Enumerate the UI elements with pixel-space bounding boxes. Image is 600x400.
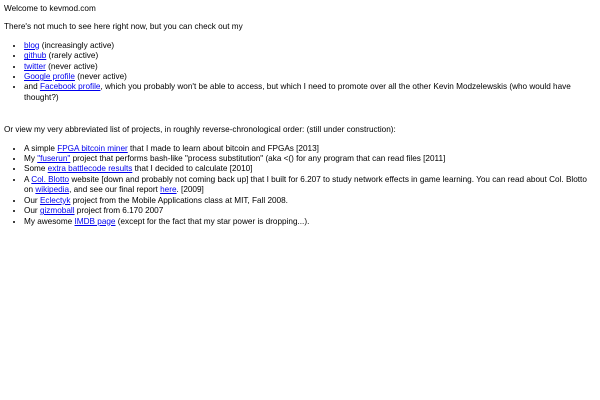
- project-item-col-blotto: [24, 175, 596, 196]
- project-description: website [down and probably not coming back up] that I built for 6.207 to study network effects in game learning. You can read about Col. Blotto on: [24, 174, 587, 195]
- project-description: that I made to learn about bitcoin and FPGAs [2013]: [127, 143, 319, 153]
- project-prefix: A simple: [24, 143, 58, 153]
- project-year: . [2009]: [176, 185, 204, 195]
- twitter-note: (never active): [45, 61, 98, 71]
- gizmoball-link[interactable]: gizmoball: [39, 206, 75, 216]
- project-item-eclectyk: [24, 196, 596, 206]
- final-report-link[interactable]: here: [160, 185, 177, 195]
- social-links-list: [4, 41, 596, 103]
- blog-link[interactable]: blog: [24, 40, 40, 50]
- github-note: (rarely active): [46, 51, 99, 61]
- welcome-heading: Welcome to kevmod.com: [4, 4, 96, 13]
- project-description-continued: , and see our final report: [69, 185, 161, 195]
- project-prefix: My awesome: [24, 216, 75, 226]
- eclectyk-link[interactable]: Eclectyk: [39, 195, 71, 205]
- project-item-gizmoball: [24, 206, 596, 216]
- project-item-fpga-bitcoin-miner: [24, 144, 596, 154]
- facebook-profile-link[interactable]: Facebook profile: [39, 82, 101, 92]
- project-description: project that performs bash-like "process substitution" (aka <() for any program that can read files [2011]: [70, 154, 446, 164]
- imdb-page-link[interactable]: IMDB page: [74, 216, 116, 226]
- fpga-bitcoin-miner-link[interactable]: FPGA bitcoin miner: [57, 143, 128, 153]
- project-description: that I decided to calculate [2010]: [132, 164, 253, 174]
- projects-intro-text: Or view my very abbreviated list of projects, in roughly reverse-chronological order: (still under construction):: [4, 125, 396, 135]
- project-prefix: My: [24, 154, 38, 164]
- project-prefix: Our: [24, 195, 40, 205]
- project-prefix: A: [24, 174, 32, 184]
- extra-battlecode-results-link[interactable]: extra battlecode results: [47, 164, 133, 174]
- project-prefix: Some: [24, 164, 48, 174]
- twitter-link[interactable]: twitter: [24, 61, 46, 71]
- project-item-fuserun: [24, 154, 596, 164]
- project-description: project from the Mobile Applications class at MIT, Fall 2008.: [70, 195, 288, 205]
- blog-note: (increasingly active): [39, 40, 115, 50]
- project-description: project from 6.170 2007: [74, 206, 164, 216]
- google-profile-link[interactable]: Google profile: [24, 72, 75, 82]
- project-description: (except for the fact that my star power is dropping...).: [115, 216, 310, 226]
- col-blotto-link[interactable]: Col. Blotto: [31, 174, 70, 184]
- facebook-note: , which you probably won't be able to access, but which I need to promote over all the other Kevin Modzelewskis (who would have thought?): [24, 82, 571, 102]
- wikipedia-link[interactable]: wikipedia: [35, 185, 70, 195]
- project-item-imdb: [24, 217, 596, 227]
- list-item-facebook-profile: [24, 82, 596, 103]
- project-prefix: Our: [24, 206, 40, 216]
- google-profile-note: (never active): [74, 72, 127, 82]
- list-item-github: [24, 51, 596, 61]
- list-item-twitter: [24, 62, 596, 72]
- fuserun-link[interactable]: "fuserun": [37, 154, 71, 164]
- list-item-google-profile: [24, 72, 596, 82]
- list-item-blog: [24, 41, 596, 51]
- projects-list: [4, 144, 596, 227]
- facebook-prefix: and: [24, 82, 40, 92]
- section-spacer: [4, 103, 596, 125]
- intro-text: There's not much to see here right now, but you can check out my: [4, 22, 243, 32]
- github-link[interactable]: github: [24, 51, 47, 61]
- project-item-battlecode: [24, 164, 596, 174]
